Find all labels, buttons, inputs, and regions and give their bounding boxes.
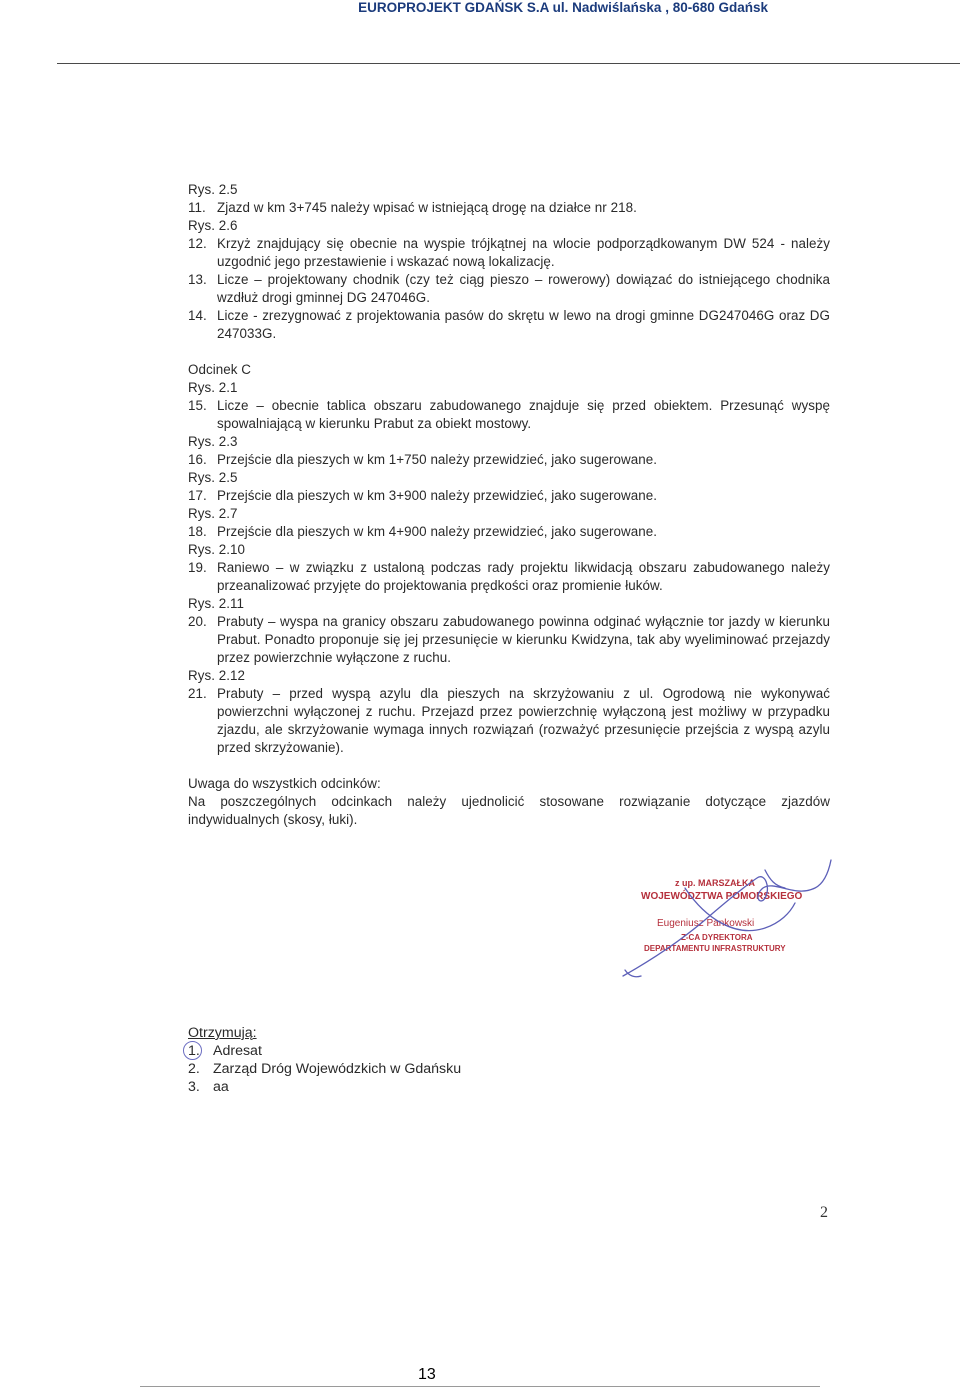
- item-text: Licze – projektowany chodnik (czy też ciąg pieszo – rowerowy) dowiązać do istniejącego chodnika wzdłuż drogi gminnej DG 247046G.: [217, 272, 830, 305]
- stamp-line-1: z up. MARSZAŁKA: [675, 878, 755, 888]
- list-item: [188, 1060, 588, 1078]
- document-header: EUROPROJEKT GDAŃSK S.A ul. Nadwiślańska , 80-680 Gdańsk: [358, 0, 768, 15]
- recipient-name: Zarząd Dróg Wojewódzkich w Gdańsku: [213, 1061, 462, 1077]
- recipient-number-circled: 1.: [188, 1043, 200, 1059]
- figure-ref: Rys. 2.11: [188, 596, 245, 611]
- list-item: [188, 451, 830, 469]
- item-text: Zjazd w km 3+745 należy wpisać w istniejącą drogę na działce nr 218.: [217, 200, 637, 215]
- figure-ref: Rys. 2.7: [188, 506, 238, 521]
- item-text: Krzyż znajdujący się obecnie na wyspie trójkątnej na wlocie podporządkowanym DW 524 - należy uzgodnić jego przestawienie i wskazać nową lokalizację.: [217, 236, 830, 269]
- note-text: Na poszczególnych odcinkach należy ujednolicić stosowane rozwiązanie dotyczące zjazdów indywidualnych (skosy, łuki).: [188, 794, 830, 827]
- list-item: [188, 1078, 588, 1096]
- recipient-number: 3.: [188, 1079, 200, 1095]
- item-number: 21.: [188, 686, 207, 701]
- list-item: [188, 613, 830, 667]
- page-number: 13: [418, 1366, 436, 1383]
- item-text: Przejście dla pieszych w km 1+750 należy przewidzieć, jako sugerowane.: [217, 452, 658, 467]
- stamp-line-2: WOJEWÓDZTWA POMORSKIEGO: [641, 891, 803, 902]
- spacer: [188, 757, 830, 775]
- official-stamp-signature: [615, 858, 835, 986]
- item-number: 12.: [188, 236, 207, 251]
- item-number: 18.: [188, 524, 207, 539]
- list-item: [188, 685, 830, 757]
- item-number: 19.: [188, 560, 207, 575]
- figure-ref: Rys. 2.1: [188, 380, 238, 395]
- stamp-line-4: Z-CA DYREKTORA: [681, 933, 753, 942]
- figure-ref: Rys. 2.5: [188, 182, 238, 197]
- item-text: Raniewo – w związku z ustaloną podczas rady projektu likwidacją obszaru zabudowanego należy przeanalizować przyjęte do projektowania prędkości oraz promienie łuków.: [217, 560, 830, 593]
- list-item: [188, 307, 830, 343]
- recipients-list: [188, 1024, 588, 1096]
- list-item: [188, 397, 830, 433]
- item-number: 20.: [188, 614, 207, 629]
- list-item: [188, 487, 830, 505]
- item-text: Przejście dla pieszych w km 4+900 należy przewidzieć, jako sugerowane.: [217, 524, 658, 539]
- note-title: Uwaga do wszystkich odcinków:: [188, 776, 381, 791]
- figure-ref: Rys. 2.12: [188, 668, 246, 683]
- figure-ref: Rys. 2.6: [188, 218, 238, 233]
- item-number: 16.: [188, 452, 207, 467]
- signature-stroke: [765, 870, 785, 888]
- item-text: Licze – obecnie tablica obszaru zabudowanego znajduje się przed obiektem. Przesunąć wyspę spowalniającą w kierunku Prabut za obiekt mostowy.: [217, 398, 830, 431]
- scanned-letter-body: [188, 181, 830, 829]
- item-number: 17.: [188, 488, 207, 503]
- footer-divider: [140, 1386, 820, 1387]
- item-text: Prabuty – wyspa na granicy obszaru zabudowanego powinna odginać wyłącznie tor jazdy w kierunku Prabut. Ponadto proponuje się jej przesunięcie w kierunku Kwidzyna, tak aby wyeliminować przejazdy przez powierzchnie wyłączone z ruchu.: [217, 614, 830, 665]
- recipient-name: aa: [213, 1079, 229, 1095]
- list-item: [188, 199, 830, 217]
- recipient-number: 2.: [188, 1061, 200, 1077]
- section-heading: Odcinek C: [188, 362, 251, 377]
- recipients-title: Otrzymują:: [188, 1025, 257, 1041]
- list-item: [188, 235, 830, 271]
- list-item: [188, 1042, 588, 1060]
- scanned-page-number: 2: [820, 1204, 828, 1221]
- item-text: Prabuty – przed wyspą azylu dla pieszych na skrzyżowaniu z ul. Ogrodową nie wykonywać powierzchni wyłączonej z ruchu. Przejazd przez powierzchnię wyłączoną jest możliwy w przypadku zjazdu, ale skrzyżowanie wymaga innych rozwiązań (rozważyć przesunięcie przejścia z wyspą azylu przed skrzyżowanie).: [217, 686, 830, 755]
- item-number: 15.: [188, 398, 207, 413]
- item-text: Przejście dla pieszych w km 3+900 należy przewidzieć, jako sugerowane.: [217, 488, 658, 503]
- figure-ref: Rys. 2.3: [188, 434, 238, 449]
- figure-ref: Rys. 2.5: [188, 470, 238, 485]
- item-text: Licze - zrezygnować z projektowania pasów do skrętu w lewo na drogi gminne DG247046G oraz DG 247033G.: [217, 308, 830, 341]
- item-number: 13.: [188, 272, 207, 287]
- stamp-line-3: Eugeniusz Pankowski: [657, 918, 755, 929]
- list-item: [188, 523, 830, 541]
- header-divider: [57, 63, 960, 64]
- list-item: [188, 271, 830, 307]
- item-number: 11.: [188, 200, 206, 215]
- stamp-line-5: DEPARTAMENTU INFRASTRUKTURY: [644, 944, 786, 953]
- item-number: 14.: [188, 308, 207, 323]
- spacer: [188, 343, 830, 361]
- list-item: [188, 559, 830, 595]
- figure-ref: Rys. 2.10: [188, 542, 246, 557]
- recipient-name: Adresat: [213, 1043, 262, 1059]
